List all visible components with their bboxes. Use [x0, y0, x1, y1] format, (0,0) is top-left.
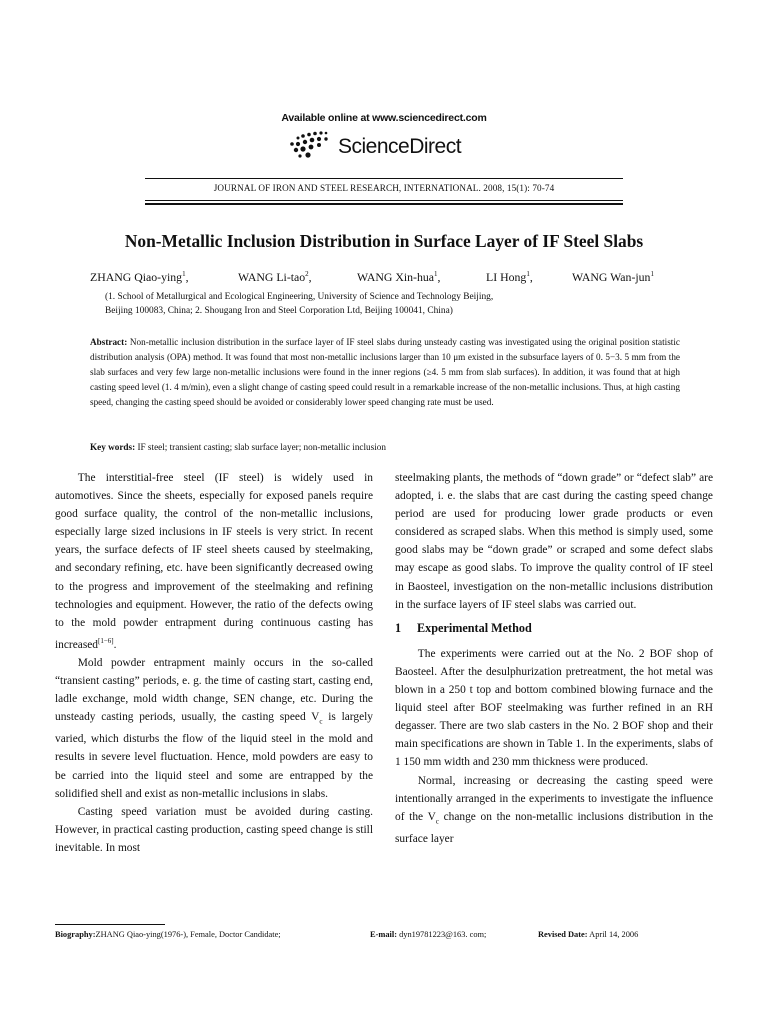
- journal-citation: JOURNAL OF IRON AND STEEL RESEARCH, INTERNATIONAL. 2008, 15(1): 70-74: [213, 183, 555, 193]
- header-rule-top: [145, 178, 623, 179]
- body-paragraph: Normal, increasing or decreasing the casting speed were intentionally arranged in the experiments to investigate the influence of the $V_c$ change on the non-metallic inclusions distribution in the surface layer: [395, 774, 713, 846]
- email: E-mail: dyn19781223@163. com;: [370, 930, 487, 939]
- citation-ref: [1−6]: [98, 636, 114, 645]
- header-rule-bottom-2: [145, 203, 623, 205]
- body-paragraph: The interstitial-free steel (IF steel) is widely used in automotives. Since the sheets, especially for exposed panels require good surface quality, the control of the non-metallic inclusions, especially large sized inclusions in IF steels is very strict. In recent years, the surface defects of IF steel sheets caused by steelmaking, and secondary refining, etc. have been significantly decreased owing to the progress and improvement of the steelmaking and refining technologies and equipment. However, the ratio of the defects owing to the mold powder entrapment during continuous casting has increased[1−6].: [55, 472, 373, 651]
- header-rule-bottom-1: [145, 200, 623, 201]
- available-online-text: Available online at www.sciencedirect.com: [281, 112, 487, 124]
- body-paragraph: steelmaking plants, the methods of “down grade” or “defect slab” are adopted, i. e. the slabs that are cast during the casting speed change period are used for producing lower grade products or even considered as scraped slabs. When this method is simply used, some good slabs may be “down grade” or scraped and some defect slabs may escape as good slabs. To improve the quality control of IF steel in Baosteel, investigation on the non-metallic inclusions distribution in the surface layers of IF steel slabs was carried out.: [395, 472, 713, 611]
- abstract: [90, 335, 680, 410]
- keywords-label: Key words:: [90, 442, 136, 452]
- abstract-text: Non-metallic inclusion distribution in the surface layer of IF steel slabs during unsteady casting was investigated using the original position statistic distribution analysis (OPA) method. It was found that most non-metallic inclusions larger than 10 μm existed in the subsurface layers of 0. 5−3. 5 mm from the slab surfaces and very few large non-metallic inclusions were found in the inner regions (≥4. 5 mm from slab surfaces). In addition, it was found that at high casting speed level (1. 4 m/min), even a slight change of casting speed could result in a remarkable increase of the non-metallic inclusions. Thus, at high casting speed, changing the casting speed should be avoided or considerably lower speed changing rate must be used.: [90, 337, 680, 407]
- footnote-rule: [55, 924, 165, 925]
- body-paragraph: The experiments were carried out at the No. 2 BOF shop of Baosteel. After the desulphurization pretreatment, the hot metal was blown in a 250 t top and bottom combined blowing furnace and the liquid steel after BOF steelmaking was further refined in an RH degasser. There are two slab casters in the No. 2 BOF shop and their main specifications are shown in Table 1. In the experiments, slabs of 1 150 mm width and 230 mm thickness were produced.: [395, 647, 713, 769]
- affiliations: [105, 290, 695, 318]
- section-heading: 1 Experimental Method: [395, 620, 532, 635]
- author: WANG Wan-jun$^1$: [572, 270, 654, 284]
- keywords-text: IF steel; transient casting; slab surface layer; non-metallic inclusion: [135, 442, 386, 452]
- body-paragraph: Mold powder entrapment mainly occurs in the so-called “transient casting” periods, e. g. the time of casting start, casting end, ladle exchange, mold width change, SEN change, etc. During the unsteady casting periods, usually, the casting speed $V_c$ is largely varied, which disturbs the flow of the liquid steel in the mold and results in severe level fluctuation. Hence, mold powders are easy to be carried into the liquid steel and some are entrapped by the solidified shell and exist as non-metallic inclusions in slabs.: [55, 656, 373, 800]
- abstract-label: Abstract:: [90, 337, 128, 347]
- left-column: [55, 469, 373, 857]
- logo-wordmark: ScienceDirect: [338, 135, 462, 158]
- affiliation-line: Beijing 100083, China; 2. Shougang Iron and Steel Corporation Ltd, Beijing 100041, China): [105, 306, 453, 316]
- author: ZHANG Qiao-ying$^1$,: [90, 270, 189, 284]
- author: WANG Xin-hua$^1$,: [357, 270, 441, 284]
- right-column: [395, 469, 713, 848]
- affiliation-line: (1. School of Metallurgical and Ecological Engineering, University of Science and Technology Beijing,: [105, 292, 494, 302]
- revised-date: Revised Date: April 14, 2006: [538, 930, 639, 939]
- body-paragraph: Casting speed variation must be avoided during casting. However, in practical casting production, casting speed change is still inevitable. In most: [55, 805, 373, 854]
- author: LI Hong$^1$,: [486, 270, 533, 284]
- paper-title: Non-Metallic Inclusion Distribution in Surface Layer of IF Steel Slabs: [124, 231, 644, 251]
- keywords: [90, 440, 680, 455]
- sciencedirect-logo: [286, 128, 486, 164]
- sciencedirect-dots-icon: [286, 128, 338, 164]
- biography: Biography:ZHANG Qiao-ying(1976-), Female, Doctor Candidate;: [55, 930, 281, 939]
- author: WANG Li-tao$^2$,: [238, 270, 312, 284]
